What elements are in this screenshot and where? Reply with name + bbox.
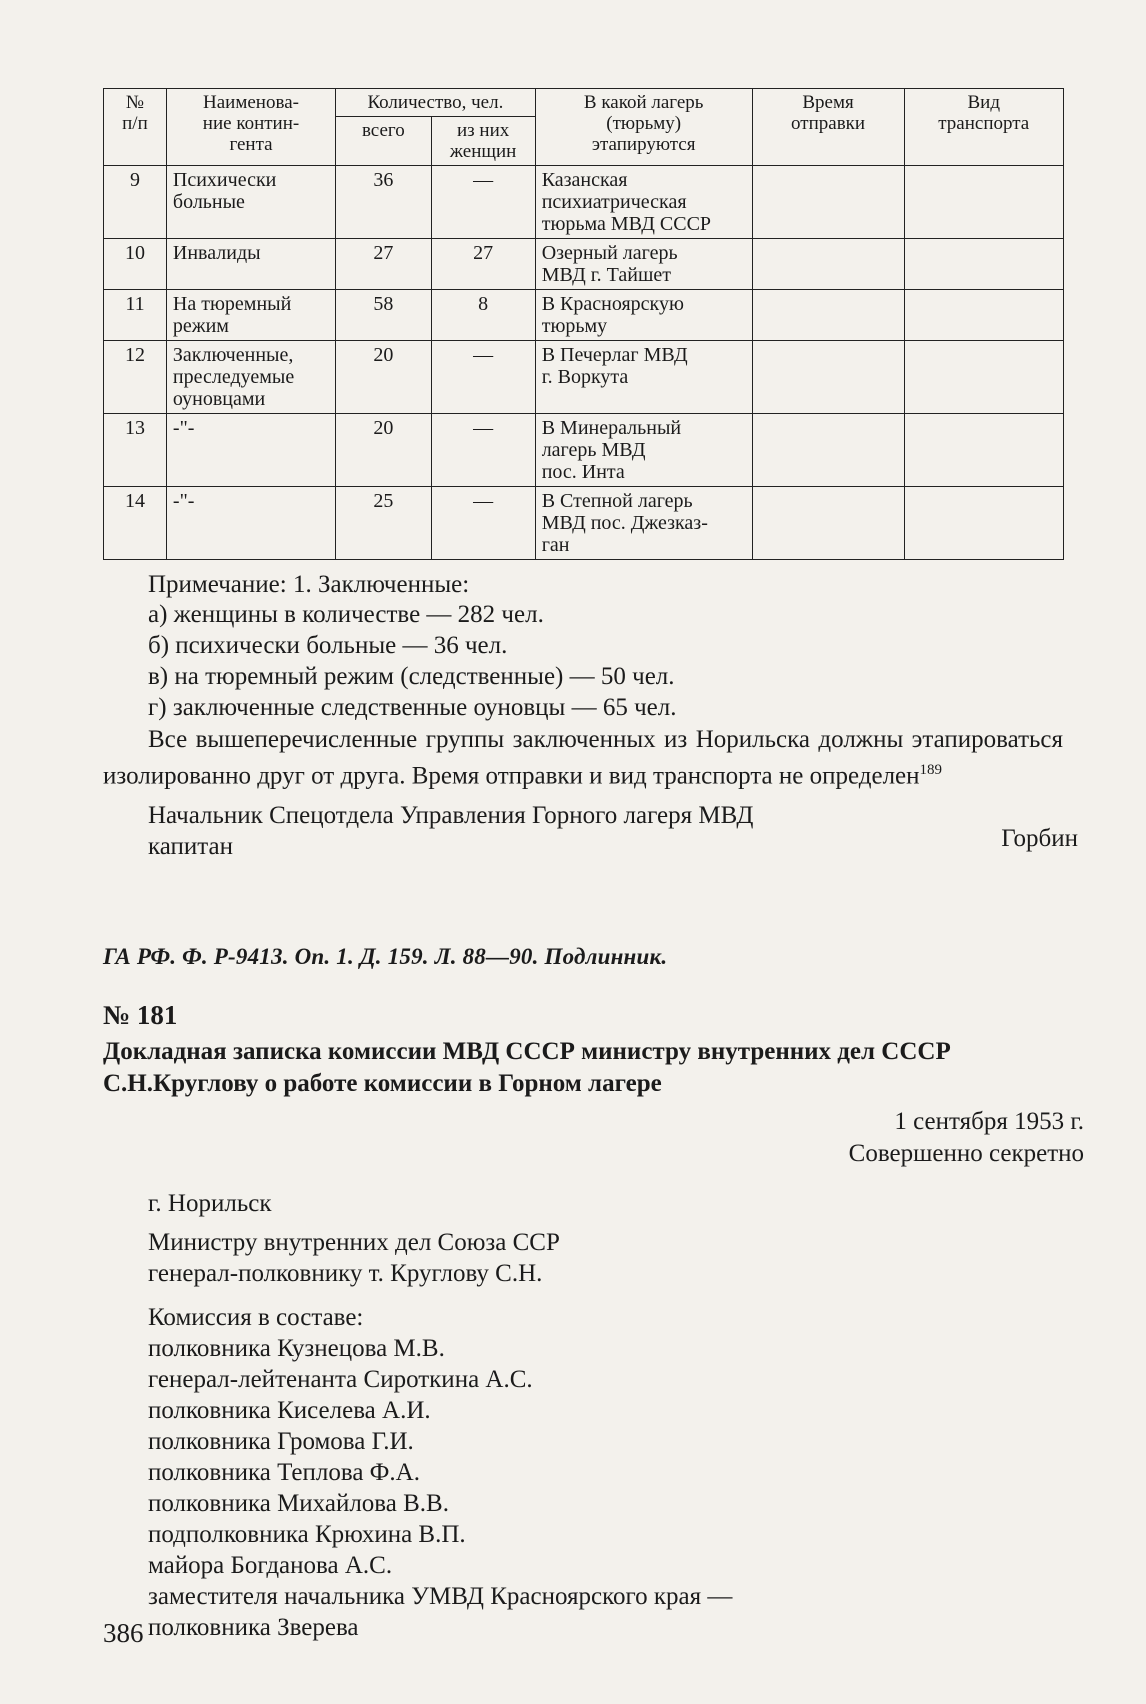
commission-member: полковника Михайлова В.В. — [148, 1490, 449, 1517]
footnote-ref: 189 — [919, 762, 943, 778]
signature-rank: капитан — [148, 833, 233, 860]
row-name: -"- — [166, 414, 335, 487]
prisoner-transfer-table — [103, 88, 1064, 560]
commission-member: полковника Громова Г.И. — [148, 1428, 414, 1455]
commission-member: заместителя начальника УМВД Красноярского края — — [148, 1583, 733, 1610]
row-num: 9 — [104, 166, 167, 239]
header-name: Наименова- ние контин- гента — [166, 89, 335, 166]
row-total: 20 — [336, 341, 431, 414]
addressee-line-2: генерал-полковнику т. Круглову С.Н. — [148, 1260, 543, 1287]
row-total: 27 — [336, 239, 431, 290]
header-camp: В какой лагерь (тюрьму) этапируются — [535, 89, 752, 166]
row-camp: В Красноярскую тюрьму — [535, 290, 752, 341]
note-d: г) заключенные следственные оуновцы — 65 чел. — [148, 694, 677, 721]
row-total: 20 — [336, 414, 431, 487]
row-name: -"- — [166, 487, 335, 560]
row-women: 8 — [431, 290, 535, 341]
document-date: 1 сентября 1953 г. — [894, 1108, 1084, 1135]
note-c: в) на тюремный режим (следственные) — 50 чел. — [148, 663, 675, 690]
row-women: — — [431, 414, 535, 487]
commission-member: полковника Зверева — [148, 1614, 359, 1641]
table-row — [104, 290, 1064, 341]
row-total: 36 — [336, 166, 431, 239]
header-women: из них женщин — [431, 117, 535, 166]
row-num: 12 — [104, 341, 167, 414]
header-time: Время отправки — [752, 89, 904, 166]
row-name: Психически больные — [166, 166, 335, 239]
note-title: Примечание: 1. Заключенные: — [148, 571, 470, 598]
row-num: 10 — [104, 239, 167, 290]
row-women: — — [431, 487, 535, 560]
header-total: всего — [336, 117, 431, 166]
header-qty: Количество, чел. — [336, 89, 536, 117]
city: г. Норильск — [148, 1190, 272, 1217]
row-women: — — [431, 341, 535, 414]
header-num: № п/п — [104, 89, 167, 166]
row-transport — [904, 239, 1064, 290]
row-women: — — [431, 166, 535, 239]
row-name: Заключенные, преследуемые оуновцами — [166, 341, 335, 414]
row-time — [752, 341, 904, 414]
header-transport: Вид транспорта — [904, 89, 1064, 166]
row-name: На тюремный режим — [166, 290, 335, 341]
document-title: Докладная записка комиссии МВД СССР министру внутренних дел СССР С.Н.Круглову о работе комиссии в Горном лагере — [103, 1038, 951, 1097]
row-camp: В Степной лагерь МВД пос. Джезказ- ган — [535, 487, 752, 560]
paragraph-text: Все вышеперечисленные группы заключенных из Норильска должны этапироваться изолированно друг от друга. Время отправки и вид транспорта не определен — [103, 726, 1063, 790]
row-time — [752, 166, 904, 239]
archive-source: ГА РФ. Ф. Р-9413. Оп. 1. Д. 159. Л. 88—90. Подлинник. — [103, 944, 668, 969]
row-name: Инвалиды — [166, 239, 335, 290]
document-number: № 181 — [103, 1000, 178, 1030]
row-time — [752, 239, 904, 290]
secrecy-stamp: Совершенно секретно — [848, 1140, 1084, 1167]
row-num: 11 — [104, 290, 167, 341]
note-b: б) психически больные — 36 чел. — [148, 632, 508, 659]
paragraph-transfer — [103, 724, 1063, 791]
page-number: 386 — [103, 1618, 144, 1648]
commission-member: полковника Теплова Ф.А. — [148, 1459, 420, 1486]
commission-member: полковника Кузнецова М.В. — [148, 1335, 445, 1362]
table-row — [104, 341, 1064, 414]
row-camp: Казанская психиатрическая тюрьма МВД СССР — [535, 166, 752, 239]
row-total: 25 — [336, 487, 431, 560]
table-row — [104, 166, 1064, 239]
row-transport — [904, 341, 1064, 414]
row-num: 14 — [104, 487, 167, 560]
row-time — [752, 290, 904, 341]
row-transport — [904, 290, 1064, 341]
commission-member: генерал-лейтенанта Сироткина А.С. — [148, 1366, 533, 1393]
row-transport — [904, 166, 1064, 239]
commission-member: полковника Киселева А.И. — [148, 1397, 431, 1424]
commission-member: майора Богданова А.С. — [148, 1552, 393, 1579]
note-a: а) женщины в количестве — 282 чел. — [148, 601, 544, 628]
row-camp: В Печерлаг МВД г. Воркута — [535, 341, 752, 414]
row-camp: Озерный лагерь МВД г. Тайшет — [535, 239, 752, 290]
row-transport — [904, 487, 1064, 560]
signature-title: Начальник Спецотдела Управления Горного лагеря МВД — [148, 802, 754, 829]
commission-intro: Комиссия в составе: — [148, 1304, 364, 1331]
commission-member: подполковника Крюхина В.П. — [148, 1521, 466, 1548]
table-row — [104, 414, 1064, 487]
row-women: 27 — [431, 239, 535, 290]
row-total: 58 — [336, 290, 431, 341]
addressee-line-1: Министру внутренних дел Союза ССР — [148, 1229, 560, 1256]
table-row — [104, 239, 1064, 290]
row-time — [752, 414, 904, 487]
table-row — [104, 487, 1064, 560]
row-transport — [904, 414, 1064, 487]
row-time — [752, 487, 904, 560]
row-camp: В Минеральный лагерь МВД пос. Инта — [535, 414, 752, 487]
signature-name: Горбин — [1001, 825, 1078, 852]
commission-members — [148, 1333, 732, 1643]
row-num: 13 — [104, 414, 167, 487]
